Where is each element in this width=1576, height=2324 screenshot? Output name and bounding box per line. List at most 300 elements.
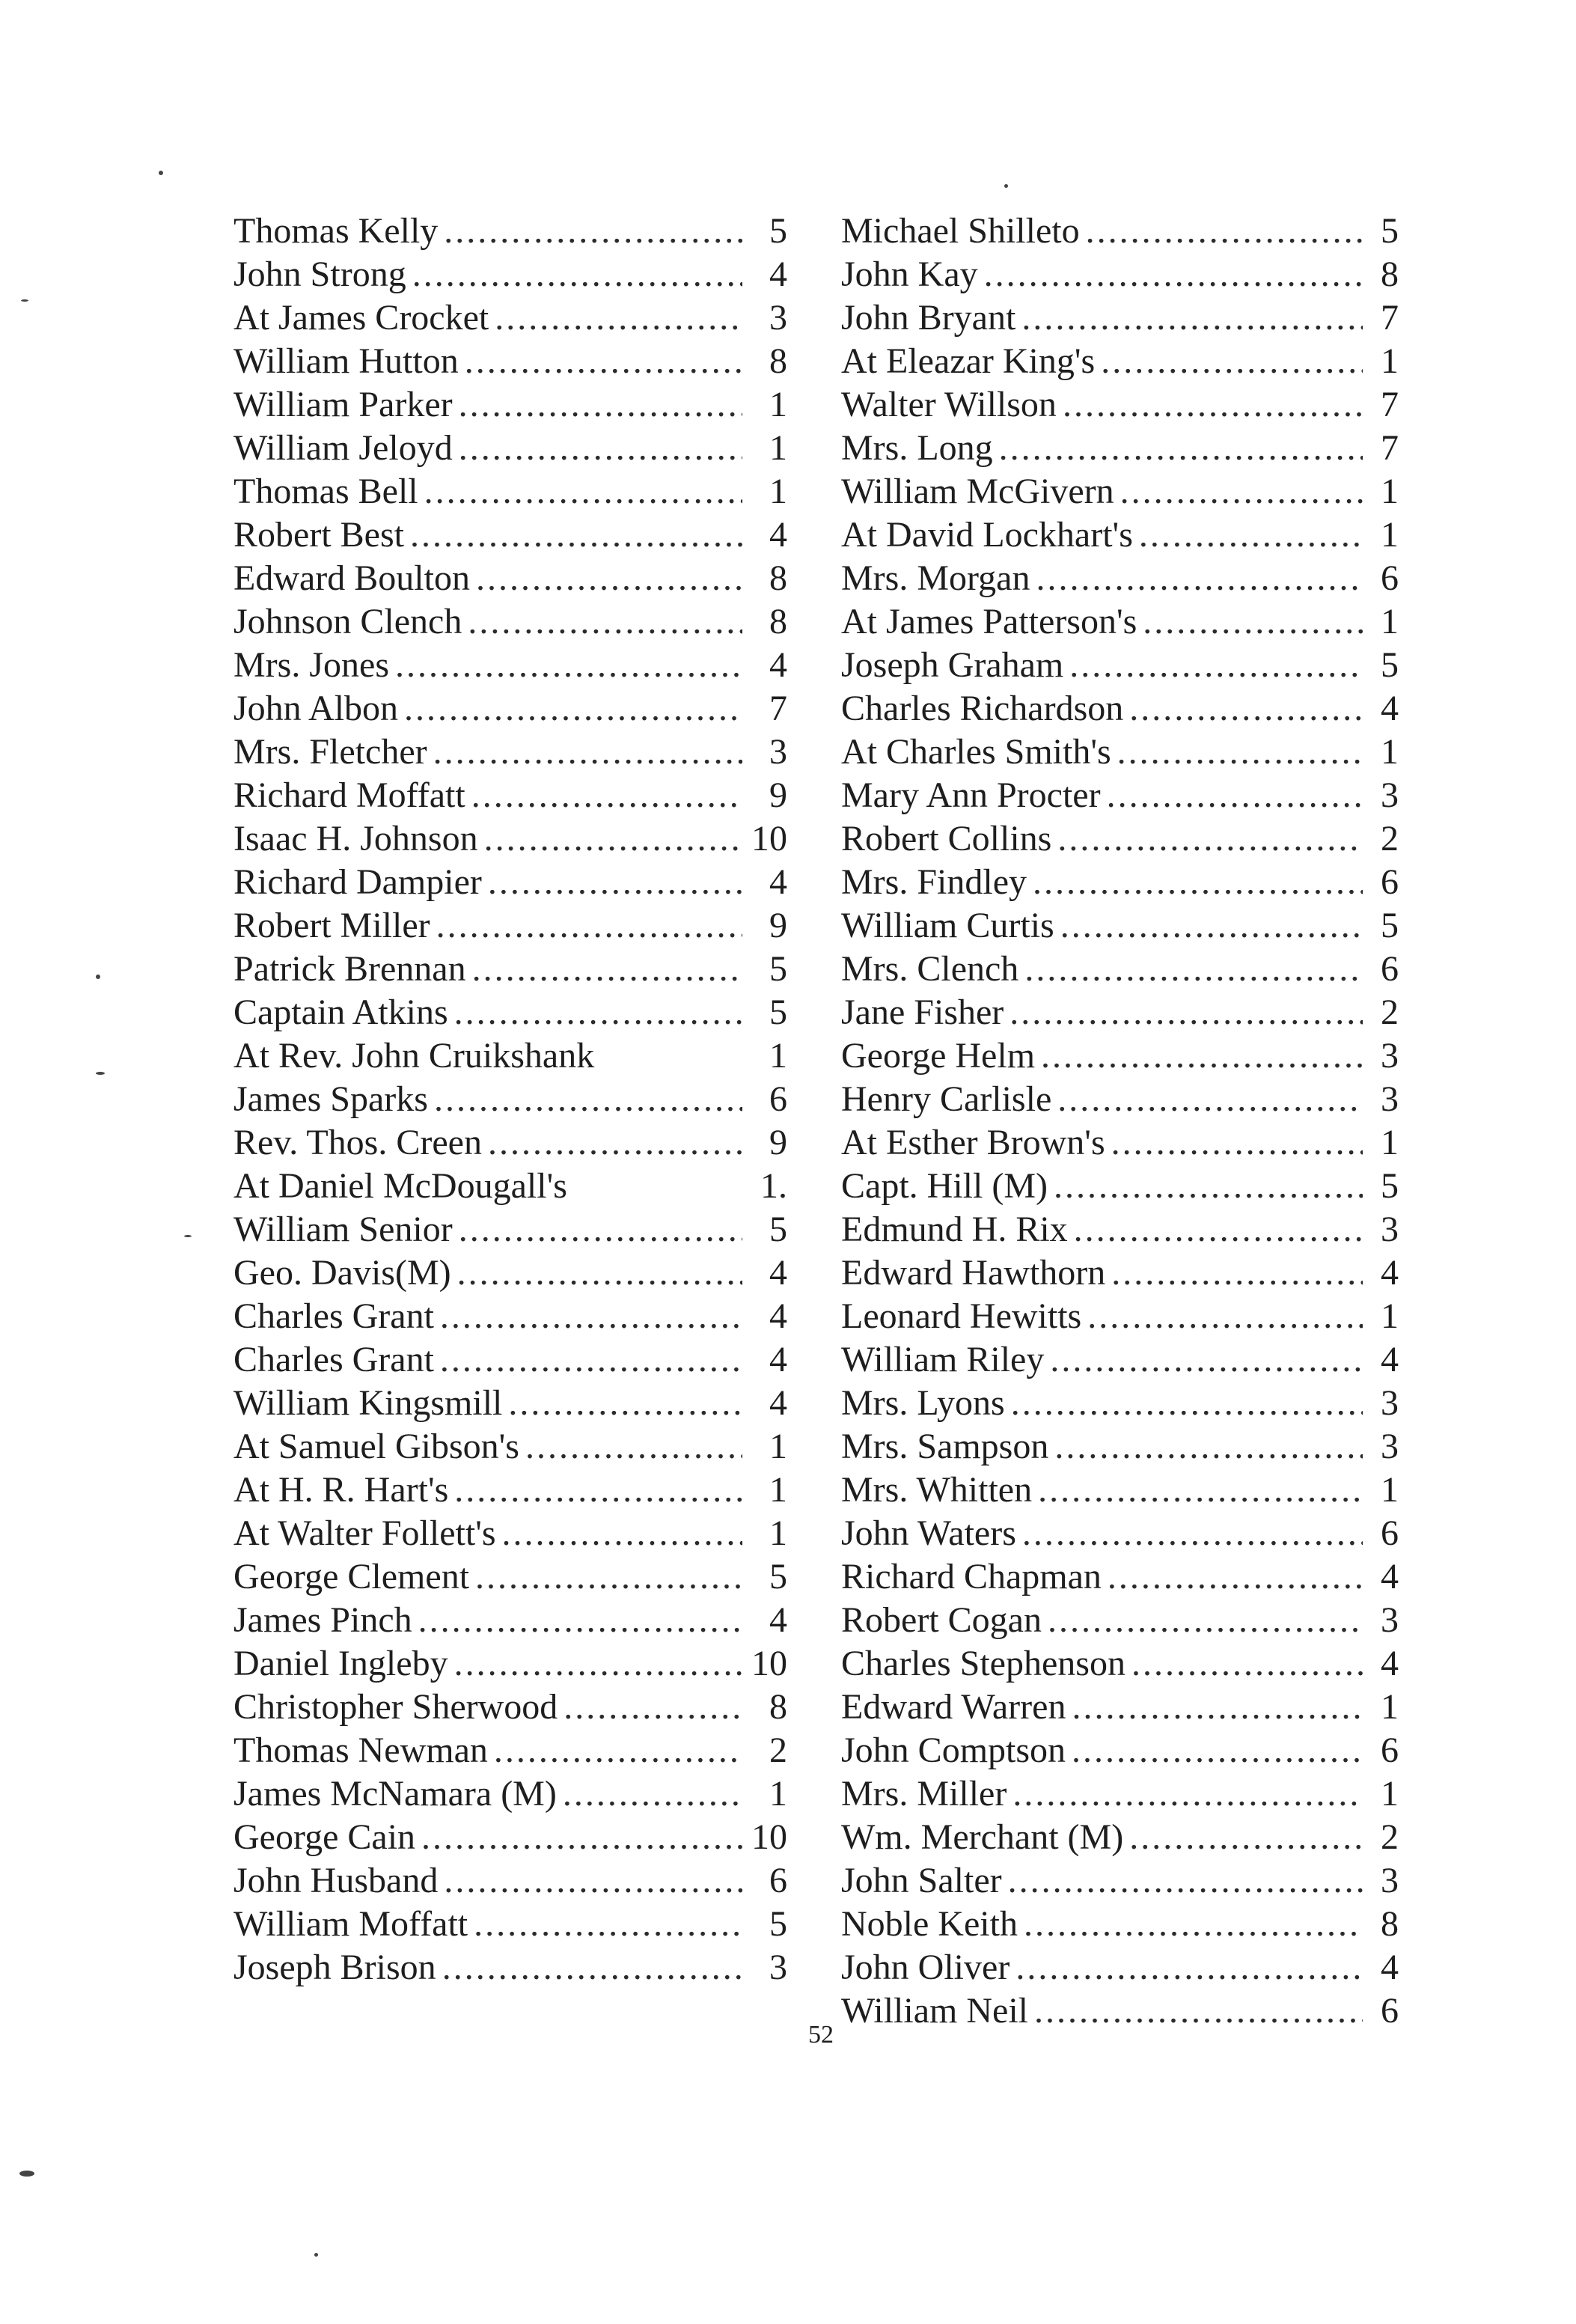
entry-name: William Kingsmill	[233, 1383, 503, 1423]
entry-count: 9	[769, 775, 787, 815]
entry-count: 4	[769, 1340, 787, 1379]
entry-count: 1	[769, 1513, 787, 1553]
dot-leader	[433, 731, 742, 774]
dot-leader	[999, 427, 1363, 470]
dot-leader	[484, 817, 742, 861]
scan-speck	[96, 975, 100, 979]
list-item	[841, 687, 1399, 731]
dot-leader	[454, 1642, 742, 1686]
list-item	[233, 1034, 787, 1078]
left-column	[233, 210, 787, 1989]
dot-leader	[1072, 1686, 1363, 1729]
dot-leader	[1131, 1642, 1363, 1686]
dot-leader	[508, 1382, 742, 1425]
dot-leader	[442, 1946, 742, 1989]
entry-name: Edmund H. Rix	[841, 1210, 1068, 1249]
entry-count: 5	[769, 992, 787, 1032]
entry-count: 3	[1381, 1079, 1399, 1119]
entry-name: At Daniel McDougall's	[233, 1166, 567, 1206]
list-item	[841, 1512, 1399, 1555]
list-item	[841, 1468, 1399, 1512]
entry-count: 2	[1381, 1817, 1399, 1857]
entry-count: 8	[769, 341, 787, 381]
entry-name: Leonard Hewitts	[841, 1296, 1082, 1336]
list-item	[233, 1425, 787, 1468]
entry-name: At Charles Smith's	[841, 732, 1111, 772]
entry-count: 1	[1381, 1470, 1399, 1510]
dot-leader	[1054, 1425, 1363, 1468]
entry-count: 5	[1381, 906, 1399, 945]
entry-count: 7	[1381, 385, 1399, 424]
entry-count: 1	[769, 1427, 787, 1466]
entry-name: Mrs. Fletcher	[233, 732, 427, 772]
dot-leader	[1050, 1338, 1363, 1382]
list-item	[841, 1772, 1399, 1816]
dot-leader	[459, 427, 742, 470]
entry-count: 5	[769, 211, 787, 251]
list-item	[233, 1599, 787, 1642]
entry-count: 1	[1381, 1123, 1399, 1162]
dot-leader	[474, 1903, 742, 1946]
dot-leader	[1057, 1078, 1363, 1121]
entry-name: John Strong	[233, 254, 406, 294]
list-item	[233, 253, 787, 296]
entry-name: Mrs. Sampson	[841, 1427, 1049, 1466]
entry-count: 9	[769, 1123, 787, 1162]
dot-leader	[1021, 296, 1363, 340]
dot-leader	[440, 1295, 742, 1338]
list-item	[841, 383, 1399, 427]
dot-leader	[1101, 340, 1363, 383]
dot-leader	[495, 296, 742, 340]
entry-count: 1	[1381, 1687, 1399, 1727]
entry-count: 3	[1381, 1036, 1399, 1076]
entry-count: 5	[769, 1904, 787, 1944]
dot-leader	[1108, 1555, 1363, 1599]
list-item	[233, 1946, 787, 1989]
entry-count: 3	[1381, 1600, 1399, 1640]
entry-name: Mrs. Long	[841, 428, 993, 468]
dot-leader	[459, 1208, 742, 1251]
entry-count: 4	[1381, 689, 1399, 728]
entry-name: Joseph Brison	[233, 1948, 436, 1987]
entry-name: Charles Richardson	[841, 689, 1124, 728]
dot-leader	[1087, 1295, 1363, 1338]
entry-count: 9	[769, 906, 787, 945]
entry-name: Christopher Sherwood	[233, 1687, 558, 1727]
list-item	[841, 1208, 1399, 1251]
list-item	[841, 600, 1399, 644]
entry-name: George Helm	[841, 1036, 1036, 1076]
dot-leader	[1011, 1382, 1363, 1425]
entry-count: 3	[769, 298, 787, 338]
entry-count: 4	[1381, 1253, 1399, 1293]
entry-name: At Esther Brown's	[841, 1123, 1105, 1162]
dot-leader	[1060, 904, 1363, 948]
page-number: 52	[808, 2021, 834, 2049]
entry-count: 4	[1381, 1948, 1399, 1987]
dot-leader	[444, 1859, 742, 1903]
dot-leader	[563, 1686, 742, 1729]
entry-count: 5	[1381, 645, 1399, 685]
list-item	[841, 1165, 1399, 1208]
dot-leader	[476, 557, 742, 600]
list-item	[841, 1903, 1399, 1946]
dot-leader	[1024, 948, 1363, 991]
entry-name: James Sparks	[233, 1079, 428, 1119]
entry-name: Noble Keith	[841, 1904, 1018, 1944]
dot-leader	[1069, 644, 1363, 687]
list-item	[233, 210, 787, 253]
list-item	[233, 427, 787, 470]
list-item	[841, 1382, 1399, 1425]
list-item	[233, 383, 787, 427]
entry-name: Rev. Thos. Creen	[233, 1123, 482, 1162]
list-item	[233, 861, 787, 904]
entry-name: Charles Grant	[233, 1296, 434, 1336]
entry-name: Joseph Graham	[841, 645, 1064, 685]
entry-count: 3	[1381, 1427, 1399, 1466]
list-item	[233, 1772, 787, 1816]
list-item	[841, 210, 1399, 253]
dot-leader	[1022, 1512, 1363, 1555]
dot-leader	[1143, 600, 1363, 644]
dot-leader	[1072, 1729, 1363, 1772]
entry-count: 5	[1381, 1166, 1399, 1206]
scan-speck	[96, 1072, 105, 1075]
entry-name: Richard Chapman	[841, 1557, 1102, 1596]
entry-name: John Bryant	[841, 298, 1016, 338]
list-item	[233, 1468, 787, 1512]
list-item	[233, 904, 787, 948]
entry-count: 7	[769, 689, 787, 728]
list-item	[233, 1251, 787, 1295]
entry-count: 4	[769, 645, 787, 685]
entry-count: 3	[769, 732, 787, 772]
entry-name: Captain Atkins	[233, 992, 448, 1032]
list-item	[841, 513, 1399, 557]
dot-leader	[1054, 1165, 1363, 1208]
list-item	[233, 731, 787, 774]
list-item	[841, 427, 1399, 470]
list-item	[233, 687, 787, 731]
scan-speck	[1004, 184, 1008, 188]
entry-name: At David Lockhart's	[841, 515, 1133, 555]
dot-leader	[1117, 731, 1363, 774]
entry-name: Patrick Brennan	[233, 949, 466, 989]
list-item	[233, 1295, 787, 1338]
entry-name: Robert Best	[233, 515, 404, 555]
entry-name: Capt. Hill (M)	[841, 1166, 1048, 1206]
entry-count: 1	[1381, 341, 1399, 381]
entry-count: 4	[1381, 1644, 1399, 1683]
entry-count: 5	[769, 1557, 787, 1596]
list-item	[841, 644, 1399, 687]
dot-leader	[472, 948, 742, 991]
entry-count: 1	[1381, 602, 1399, 641]
entry-name: Mrs. Miller	[841, 1774, 1007, 1814]
entry-name: Edward Hawthorn	[841, 1253, 1106, 1293]
entry-name: Charles Stephenson	[841, 1644, 1126, 1683]
entry-count: 2	[1381, 819, 1399, 858]
entry-name: Isaac H. Johnson	[233, 819, 478, 858]
entry-name: Mrs. Whitten	[841, 1470, 1033, 1510]
list-item	[841, 1989, 1399, 2033]
list-item	[233, 644, 787, 687]
entry-name: John Comptson	[841, 1730, 1066, 1770]
entry-name: Mrs. Clench	[841, 949, 1019, 989]
entry-name: Edward Boulton	[233, 558, 470, 598]
scan-speck	[19, 2171, 34, 2177]
entry-count: 1	[1381, 472, 1399, 511]
list-item	[233, 1729, 787, 1772]
list-item	[233, 600, 787, 644]
scan-speck	[21, 299, 28, 302]
entry-name: John Waters	[841, 1513, 1016, 1553]
dot-leader	[440, 1338, 742, 1382]
entry-count: 4	[769, 1600, 787, 1640]
entry-count: 5	[769, 1210, 787, 1249]
dot-leader	[1063, 383, 1363, 427]
entry-name: Robert Collins	[841, 819, 1052, 858]
entry-name: George Clement	[233, 1557, 470, 1596]
entry-name: Thomas Newman	[233, 1730, 488, 1770]
dot-leader	[454, 991, 742, 1034]
list-item	[233, 1078, 787, 1121]
list-item	[841, 1078, 1399, 1121]
entry-name: William Senior	[233, 1210, 453, 1249]
dot-leader	[1057, 817, 1363, 861]
entry-name: George Cain	[233, 1817, 416, 1857]
list-item	[233, 774, 787, 817]
list-item	[841, 731, 1399, 774]
entry-name: Richard Dampier	[233, 862, 482, 902]
dot-leader	[436, 904, 742, 948]
right-column	[841, 210, 1399, 2033]
entry-count: 1	[769, 472, 787, 511]
entry-count: 5	[769, 949, 787, 989]
dot-leader	[434, 1078, 742, 1121]
list-item	[841, 948, 1399, 991]
dot-leader	[395, 644, 742, 687]
list-item	[233, 470, 787, 513]
list-item	[841, 1425, 1399, 1468]
list-item	[841, 1338, 1399, 1382]
dot-leader	[1008, 1859, 1363, 1903]
dot-leader	[1129, 687, 1363, 731]
list-item	[841, 1555, 1399, 1599]
entry-count: 6	[1381, 1991, 1399, 2031]
list-item	[841, 774, 1399, 817]
entry-count: 1	[1381, 732, 1399, 772]
entry-count: 6	[1381, 1730, 1399, 1770]
list-item	[233, 1816, 787, 1859]
list-item	[841, 1642, 1399, 1686]
list-item	[233, 1512, 787, 1555]
list-item	[841, 1686, 1399, 1729]
scan-speck	[159, 171, 163, 175]
dot-leader	[1033, 861, 1363, 904]
dot-leader	[1048, 1599, 1363, 1642]
dot-leader	[1013, 1772, 1363, 1816]
list-item	[841, 817, 1399, 861]
entry-count: 6	[1381, 949, 1399, 989]
dot-leader	[1038, 1468, 1363, 1512]
entry-name: Mrs. Morgan	[841, 558, 1030, 598]
dot-leader	[404, 687, 742, 731]
entry-name: At H. R. Hart's	[233, 1470, 449, 1510]
dot-leader	[488, 1121, 742, 1165]
list-item	[841, 1946, 1399, 1989]
dot-leader	[563, 1772, 742, 1816]
entry-name: William Parker	[233, 385, 453, 424]
entry-count: 6	[1381, 1513, 1399, 1553]
entry-count: 1	[769, 1774, 787, 1814]
entry-count: 7	[1381, 298, 1399, 338]
entry-name: John Albon	[233, 689, 399, 728]
entry-name: At Eleazar King's	[841, 341, 1096, 381]
dot-leader	[421, 1816, 742, 1859]
dot-leader	[459, 383, 742, 427]
list-item	[841, 1295, 1399, 1338]
entry-name: John Oliver	[841, 1948, 1010, 1987]
entry-name: Robert Miller	[233, 906, 430, 945]
entry-name: Mrs. Jones	[233, 645, 390, 685]
scan-speck	[314, 2253, 318, 2257]
dot-leader	[410, 513, 742, 557]
entry-name: Thomas Bell	[233, 472, 418, 511]
dot-leader	[1086, 210, 1363, 253]
list-item	[841, 253, 1399, 296]
entry-count: 3	[1381, 775, 1399, 815]
list-item	[233, 1903, 787, 1946]
entry-count: 6	[769, 1079, 787, 1119]
list-item	[841, 296, 1399, 340]
entry-name: John Husband	[233, 1861, 439, 1900]
dot-leader	[1107, 774, 1363, 817]
entry-name: At James Patterson's	[841, 602, 1137, 641]
list-item	[233, 1121, 787, 1165]
list-item	[233, 1165, 787, 1208]
entry-name: William McGivern	[841, 472, 1114, 511]
entry-count: 10	[751, 1644, 787, 1683]
entry-count: 10	[751, 1817, 787, 1857]
dot-leader	[1015, 1946, 1363, 1989]
list-item	[233, 1642, 787, 1686]
entry-count: 8	[1381, 1904, 1399, 1944]
entry-name: Geo. Davis(M)	[233, 1253, 451, 1293]
entry-name: Henry Carlisle	[841, 1079, 1052, 1119]
entry-count: 1.	[760, 1166, 787, 1206]
dot-leader	[525, 1425, 742, 1468]
list-item	[233, 1382, 787, 1425]
list-item	[841, 1599, 1399, 1642]
entry-name: James Pinch	[233, 1600, 412, 1640]
entry-count: 3	[1381, 1383, 1399, 1423]
list-item	[233, 948, 787, 991]
dot-leader	[424, 470, 742, 513]
entry-name: Wm. Merchant (M)	[841, 1817, 1124, 1857]
dot-leader	[475, 1555, 742, 1599]
entry-count: 8	[769, 558, 787, 598]
entry-name: Robert Cogan	[841, 1600, 1042, 1640]
entry-count: 8	[1381, 254, 1399, 294]
dot-leader	[465, 340, 742, 383]
entry-name: At James Crocket	[233, 298, 489, 338]
entry-name: Charles Grant	[233, 1340, 434, 1379]
list-item	[841, 1034, 1399, 1078]
entry-count: 4	[769, 1383, 787, 1423]
list-item	[841, 1859, 1399, 1903]
entry-name: William Hutton	[233, 341, 459, 381]
entry-count: 4	[769, 1253, 787, 1293]
list-item	[841, 470, 1399, 513]
entry-count: 6	[769, 1861, 787, 1900]
list-item	[233, 991, 787, 1034]
dot-leader	[471, 774, 742, 817]
entry-count: 7	[1381, 428, 1399, 468]
entry-count: 4	[769, 1296, 787, 1336]
entry-count: 1	[1381, 515, 1399, 555]
entry-name: Michael Shilleto	[841, 211, 1080, 251]
list-item	[233, 1338, 787, 1382]
entry-count: 4	[769, 254, 787, 294]
dot-leader	[984, 253, 1363, 296]
dot-leader	[457, 1251, 742, 1295]
entry-count: 1	[769, 1470, 787, 1510]
entry-count: 2	[1381, 992, 1399, 1032]
dot-leader	[1024, 1903, 1363, 1946]
list-item	[841, 1816, 1399, 1859]
list-item	[841, 861, 1399, 904]
dot-leader	[494, 1729, 742, 1772]
entry-count: 10	[751, 819, 787, 858]
list-item	[233, 1555, 787, 1599]
entry-count: 4	[769, 515, 787, 555]
list-item	[841, 557, 1399, 600]
dot-leader	[1010, 991, 1363, 1034]
entry-count: 4	[1381, 1557, 1399, 1596]
list-item	[233, 296, 787, 340]
entry-count: 4	[1381, 1340, 1399, 1379]
dot-leader	[468, 600, 742, 644]
dot-leader	[444, 210, 742, 253]
entry-name: Johnson Clench	[233, 602, 462, 641]
entry-name: William Jeloyd	[233, 428, 453, 468]
entry-count: 1	[769, 1036, 787, 1076]
entry-name: At Samuel Gibson's	[233, 1427, 519, 1466]
dot-leader	[1034, 1989, 1363, 2033]
list-item	[233, 817, 787, 861]
dot-leader	[1120, 470, 1363, 513]
entry-name: Thomas Kelly	[233, 211, 439, 251]
dot-leader	[1111, 1251, 1363, 1295]
entry-name: William Riley	[841, 1340, 1045, 1379]
entry-count: 4	[769, 862, 787, 902]
entry-count: 8	[769, 602, 787, 641]
entry-name: At Walter Follett's	[233, 1513, 496, 1553]
list-item	[233, 340, 787, 383]
scan-speck	[184, 1235, 192, 1237]
entry-name: Mrs. Findley	[841, 862, 1027, 902]
entry-name: James McNamara (M)	[233, 1774, 557, 1814]
dot-leader	[1111, 1121, 1363, 1165]
entry-name: Walter Willson	[841, 385, 1057, 424]
entry-name: Mrs. Lyons	[841, 1383, 1005, 1423]
entry-count: 1	[1381, 1774, 1399, 1814]
list-item	[841, 1729, 1399, 1772]
dot-leader	[412, 253, 742, 296]
